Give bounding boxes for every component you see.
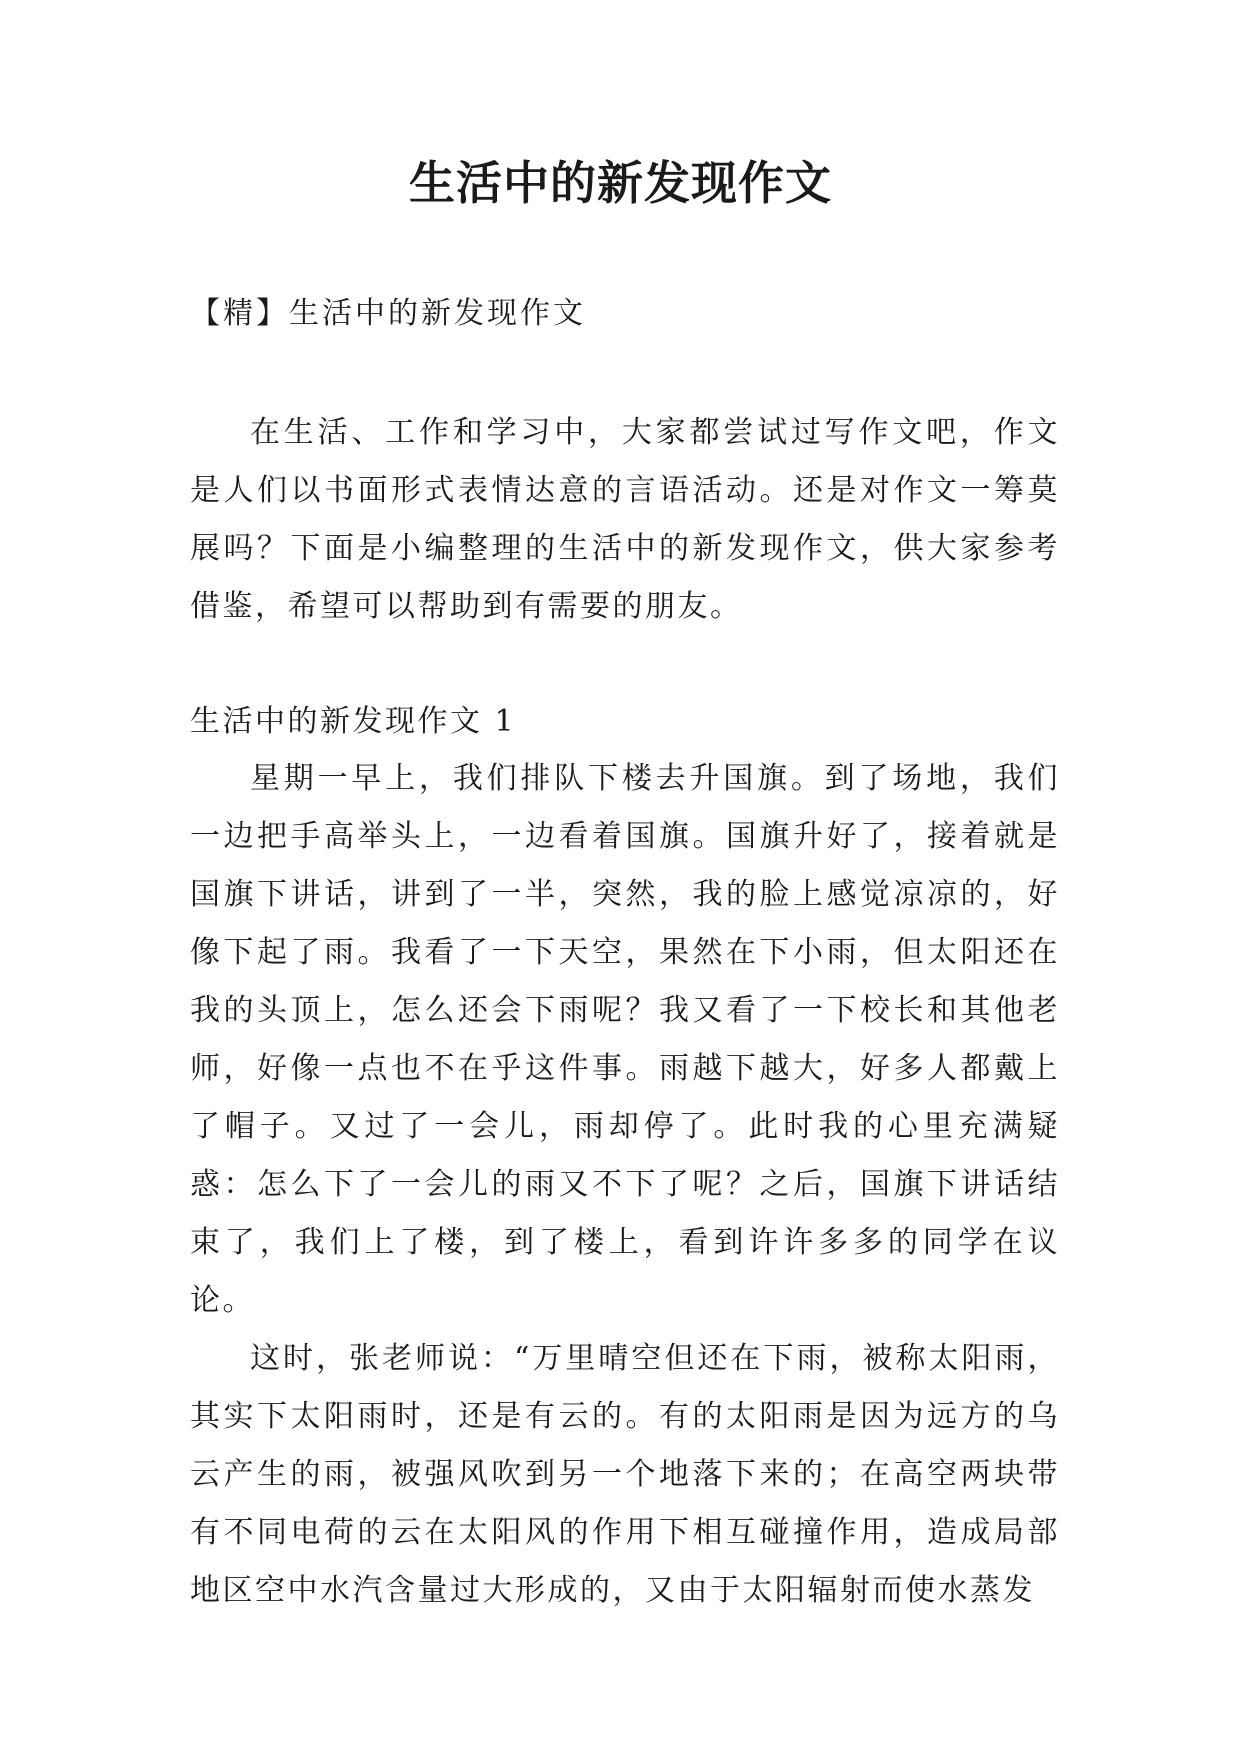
essay-paragraph: 星期一早上，我们排队下楼去升国旗。到了场地，我们一边把手高举头上，一边看着国旗。国旗升好了，接着就是国旗下讲话，讲到了一半，突然，我的脸上感觉凉凉的，好像下起了雨。我看了一下天空，果然在下小雨，但太阳还在我的头顶上，怎么还会下雨呢？我又看了一下校长和其他老师，好像一点也不在乎这件事。雨越下越大，好多人都戴上了帽子。又过了一会儿，雨却停了。此时我的心里充满疑惑：怎么下了一会儿的雨又不下了呢？之后，国旗下讲话结束了，我们上了楼，到了楼上，看到许许多多的同学在议论。 (190, 761, 1060, 1318)
section-heading: 生活中的新发现作文 1 (190, 704, 517, 739)
essay-body (190, 750, 1060, 1620)
document-subtitle: 【精】生活中的新发现作文 (190, 296, 586, 331)
intro-section (190, 404, 1060, 636)
document-title: 生活中的新发现作文 (409, 156, 832, 210)
intro-paragraph: 在生活、工作和学习中，大家都尝试过写作文吧，作文是人们以书面形式表情达意的言语活动。还是对作文一筹莫展吗？下面是小编整理的生活中的新发现作文，供大家参考借鉴，希望可以帮助到有需要的朋友。 (190, 415, 1060, 624)
essay-paragraph: 这时，张老师说：“万里晴空但还在下雨，被称太阳雨，其实下太阳雨时，还是有云的。有的太阳雨是因为远方的乌云产生的雨，被强风吹到另一个地落下来的；在高空两块带有不同电荷的云在太阳风的作用下相互碰撞作用，造成局部地区空中水汽含量过大形成的，又由于太阳辐射而使水蒸发 (190, 1341, 1060, 1608)
